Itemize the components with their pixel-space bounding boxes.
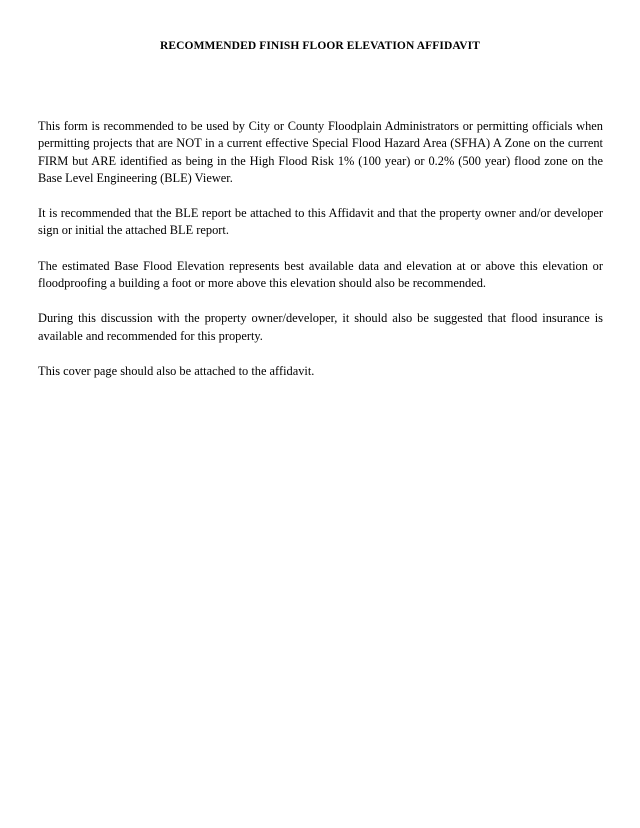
paragraph-flood-insurance: During this discussion with the property owner/developer, it should also be suggested that flood insurance is available and recommended for this property. xyxy=(38,311,603,343)
document-body xyxy=(38,118,603,398)
document-title: RECOMMENDED FINISH FLOOR ELEVATION AFFIDAVIT xyxy=(159,40,481,52)
paragraph-base-flood-elevation: The estimated Base Flood Elevation represents best available data and elevation at or above this elevation or floodproofing a building a foot or more above this elevation should also be recommended. xyxy=(38,258,603,291)
paragraph-ble-report: It is recommended that the BLE report be attached to this Affidavit and that the property owner and/or developer sign or initial the attached BLE report. xyxy=(38,206,603,238)
paragraph-purpose: This form is recommended to be used by City or County Floodplain Administrators or permitting officials when permitting projects that are NOT in a current effective Special Flood Hazard Area (SFHA) A Zone on the current FIRM but ARE identified as being in the High Flood Risk 1% (100 year) or 0.2% (500 year) flood zone on the Base Level Engineering (BLE) Viewer. xyxy=(38,119,603,185)
paragraph-cover-page: This cover page should also be attached to the affidavit. xyxy=(38,363,315,378)
